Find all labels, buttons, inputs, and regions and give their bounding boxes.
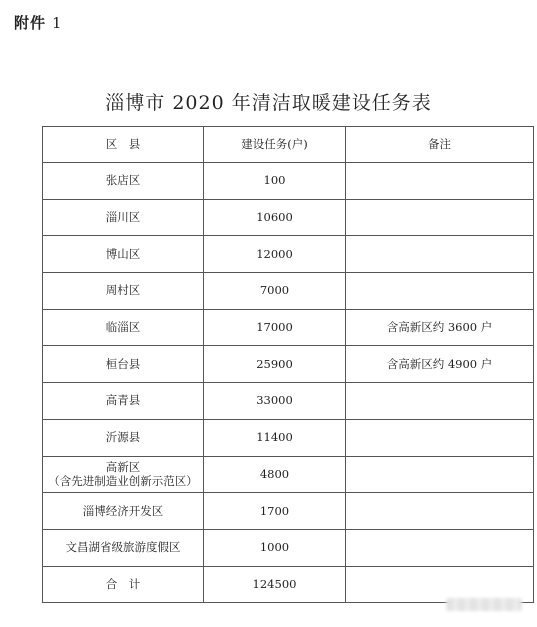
table-header-row [43, 127, 534, 163]
task-cell: 17000 [204, 309, 346, 346]
table-row [43, 236, 534, 273]
note-cell [346, 163, 534, 200]
task-cell: 1700 [204, 493, 346, 530]
district-cell: 沂源县 [43, 419, 204, 456]
note-cell [346, 383, 534, 420]
table-row [43, 273, 534, 310]
table-row [43, 456, 534, 493]
district-cell: 高青县 [43, 383, 204, 420]
total-label-cell: 合 计 [43, 566, 204, 603]
attachment-number: 1 [52, 14, 63, 32]
task-cell: 7000 [204, 273, 346, 310]
table-row [43, 309, 534, 346]
district-cell: 周村区 [43, 273, 204, 310]
note-cell [346, 529, 534, 566]
task-cell: 100 [204, 163, 346, 200]
table-row [43, 163, 534, 200]
note-cell: 含高新区约 3600 户 [346, 309, 534, 346]
document-title: 淄博市 2020 年清洁取暖建设任务表 [105, 92, 432, 114]
table-row [43, 383, 534, 420]
task-cell: 4800 [204, 456, 346, 493]
task-cell: 33000 [204, 383, 346, 420]
district-subtitle: （含先进制造业创新示范区） [48, 474, 198, 489]
district-cell: 临淄区 [43, 309, 204, 346]
header-note: 备注 [346, 127, 534, 163]
district-name: 高新区 [105, 460, 141, 475]
note-cell [346, 236, 534, 273]
table-row [43, 419, 534, 456]
note-cell [346, 273, 534, 310]
header-district: 区 县 [43, 127, 204, 163]
task-cell: 25900 [204, 346, 346, 383]
note-cell [346, 493, 534, 530]
district-cell: 淄博经济开发区 [43, 493, 204, 530]
district-cell: 桓台县 [43, 346, 204, 383]
table-row [43, 529, 534, 566]
note-cell [346, 419, 534, 456]
table-row [43, 493, 534, 530]
total-task-cell: 124500 [204, 566, 346, 603]
task-cell: 12000 [204, 236, 346, 273]
district-cell: 张店区 [43, 163, 204, 200]
note-cell: 含高新区约 4900 户 [346, 346, 534, 383]
table-row [43, 199, 534, 236]
task-table [42, 126, 534, 603]
attachment-text: 附件 [14, 14, 47, 32]
note-cell [346, 199, 534, 236]
table-row [43, 346, 534, 383]
district-cell [43, 456, 204, 493]
attachment-label [14, 12, 63, 33]
note-cell [346, 456, 534, 493]
district-cell: 文昌湖省级旅游度假区 [43, 529, 204, 566]
task-cell: 1000 [204, 529, 346, 566]
district-cell: 淄川区 [43, 199, 204, 236]
header-task: 建设任务(户) [204, 127, 346, 163]
task-cell: 10600 [204, 199, 346, 236]
watermark [446, 598, 522, 611]
district-cell: 博山区 [43, 236, 204, 273]
task-cell: 11400 [204, 419, 346, 456]
